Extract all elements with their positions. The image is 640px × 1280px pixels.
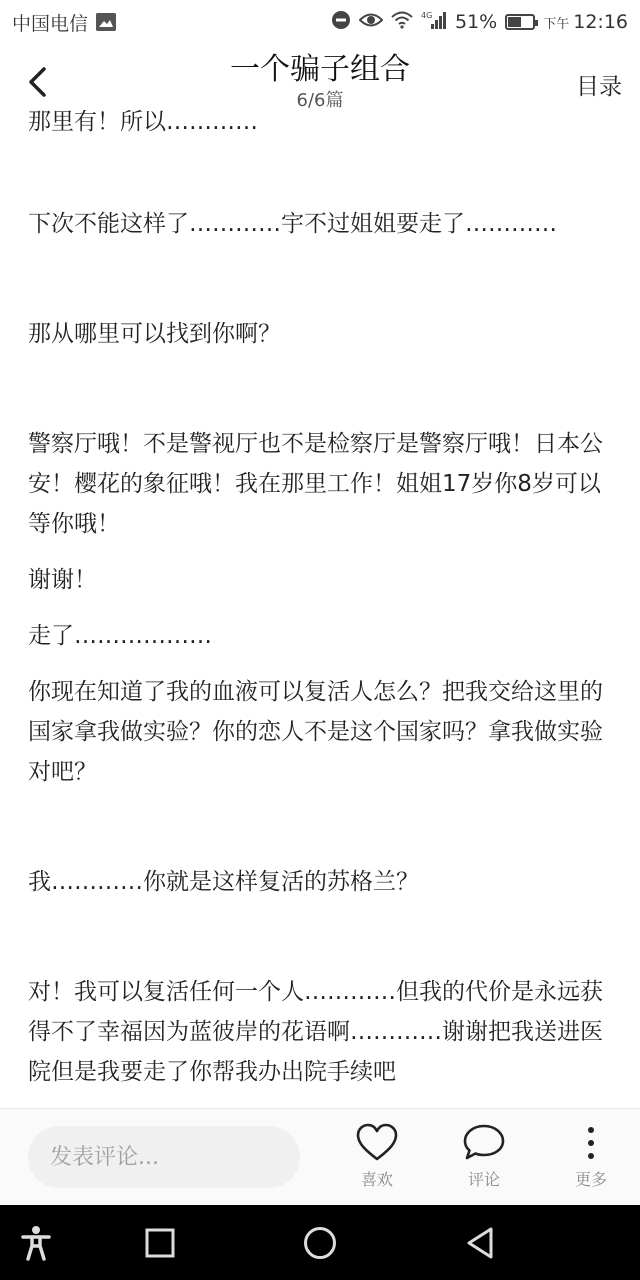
comment-label: 评论 [467,1170,500,1189]
comment-button[interactable] [449,1123,519,1190]
svg-text:4G: 4G [420,10,433,20]
dnd-icon [331,10,351,35]
paragraph: 那从哪里可以找到你啊？ [28,321,281,347]
more-button[interactable] [556,1123,626,1190]
battery-percent: 51% [454,11,498,33]
paragraph: 下次不能这样了…………宇不过姐姐要走了………… [28,211,557,237]
paragraph: 警察厅哦！不是警视厅也不是检察厅是警察厅哦！日本公安！樱花的象征哦！我在那里工作！姐姐17岁你8岁可以等你哦！ [28,431,603,537]
like-label: 喜欢 [360,1170,393,1189]
paragraph: 我…………你就是这样复活的苏格兰？ [28,869,419,895]
title-block [160,50,480,112]
comment-input[interactable] [28,1126,300,1188]
article-content[interactable] [0,110,640,1108]
time-prefix: 下午 [543,16,570,32]
vertical-dots-icon [569,1123,613,1163]
accessibility-icon [20,1225,52,1261]
more-label: 更多 [574,1170,607,1189]
chapter-indicator: 6/6篇 [296,90,344,111]
image-notification-icon [96,13,116,31]
heart-icon [355,1123,399,1163]
wifi-icon [391,11,413,34]
speech-bubble-icon [462,1123,506,1163]
chevron-left-icon [26,66,50,98]
toc-button[interactable]: 目录 [576,74,622,100]
paragraph: 对！我可以复活任何一个人…………但我的代价是永远获得不了幸福因为蓝彼岸的花语啊…………谢谢把我送进医院但是我要走了你帮我办出院手续吧 [28,979,603,1085]
clock: 12:16 [573,11,628,33]
status-bar [0,0,640,44]
back-button[interactable] [18,62,58,102]
circle-icon [303,1226,337,1260]
paragraph: 那里有！所以………… [28,110,258,135]
carrier-label: 中国电信 [12,12,89,35]
paragraph: 你现在知道了我的血液可以复活人怎么？把我交给这里的国家拿我做实验？你的恋人不是这个国家吗？拿我做实验对吧？ [28,679,603,785]
article-text [28,110,612,1092]
page-title: 一个骗子组合 [230,52,410,87]
home-button[interactable] [300,1223,340,1263]
signal-icon [421,10,447,35]
like-button[interactable] [342,1123,412,1190]
paragraph: 谢谢！ [28,567,97,593]
nav-back-button[interactable] [460,1223,500,1263]
triangle-back-icon [464,1226,496,1260]
square-icon [145,1228,175,1258]
system-nav-bar [0,1205,640,1280]
accessibility-button[interactable] [16,1223,56,1263]
top-nav [0,44,640,120]
battery-icon [505,14,535,30]
recents-button[interactable] [140,1223,180,1263]
eye-icon [359,11,383,34]
paragraph: 走了……………… [28,623,212,649]
bottom-action-bar [0,1108,640,1206]
